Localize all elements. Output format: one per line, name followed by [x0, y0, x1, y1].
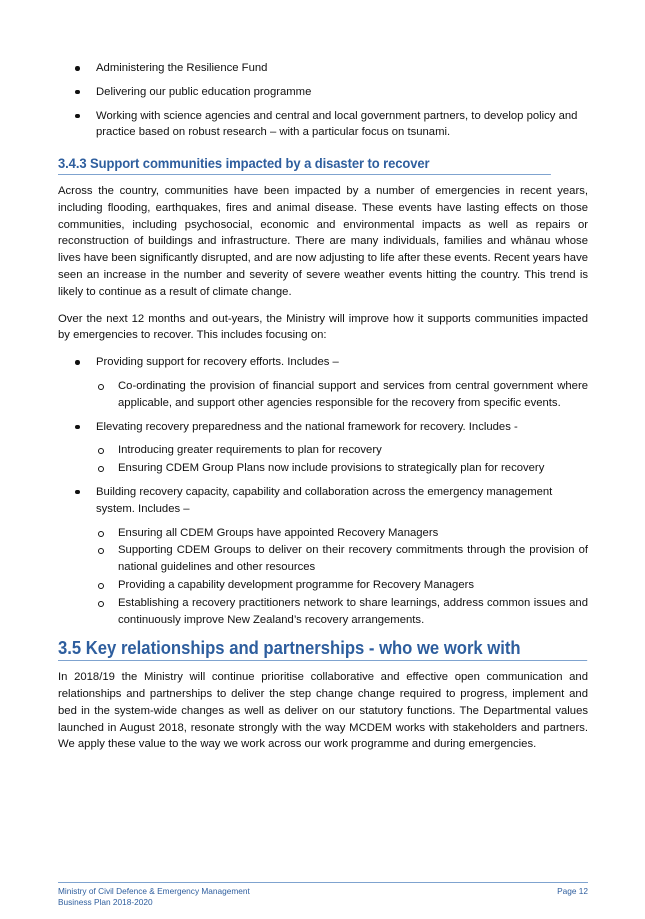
bullet-icon	[75, 66, 80, 71]
bullet-icon	[75, 114, 80, 119]
circle-bullet-icon	[98, 548, 104, 554]
sub-list	[96, 442, 588, 477]
circle-bullet-icon	[98, 583, 104, 589]
section-paragraph: Over the next 12 months and out-years, the Ministry will improve how it supports communities impacted by emergencies to recover. This includes focusing on:	[58, 312, 588, 342]
bullet-icon	[75, 490, 80, 495]
circle-bullet-icon	[98, 601, 104, 607]
footer-doc-title: Business Plan 2018-2020	[58, 896, 153, 907]
sub-list-item: Establishing a recovery practitioners network to share learnings, address common issues and continuously improve New Zealand’s recovery arrangements.	[96, 595, 588, 629]
sub-list-item: Ensuring all CDEM Groups have appointed Recovery Managers	[96, 525, 588, 542]
section-paragraph: Across the country, communities have been impacted by a number of emergencies in recent years, including flooding, earthquakes, fires and animal disease. These events have lasting effects on those communities, including psychosocial, economic and environmental impacts as well as repairs or reconstruction of buildings and infrastructure. There are many individuals, families and whānau whose lives have been significantly disrupted, and are now adjusting to life after these events. Recent years have seen an increase in the number and severity of severe weather events hitting the country. This trend is likely to continue as a result of climate change.	[58, 184, 589, 298]
bullet-icon	[75, 90, 80, 95]
page-footer	[58, 882, 588, 907]
bullet-icon	[75, 425, 80, 430]
sub-list-item: Introducing greater requirements to plan for recovery	[96, 442, 588, 459]
page-content	[58, 60, 588, 763]
sub-list-item: Providing a capability development programme for Recovery Managers	[96, 577, 588, 594]
sub-list-item: Supporting CDEM Groups to deliver on their recovery commitments through the provision of national guidelines and other resources	[96, 542, 588, 576]
list-item: Elevating recovery preparedness and the national framework for recovery. Includes - Introducing greater requirements to plan for recovery Ensuring CDEM Group Plans now include provisions to strategically plan for recovery	[58, 419, 588, 477]
list-item: Delivering our public education programme	[58, 84, 588, 101]
focus-bullet-list	[58, 354, 588, 628]
list-item: Providing support for recovery efforts. Includes – Co-ordinating the provision of financial support and services from central government where applicable, and support other agencies responsible for the recovery from specific events.	[58, 354, 588, 411]
section-heading-3-4-3: 3.4.3 Support communities impacted by a disaster to recover	[58, 155, 551, 175]
circle-bullet-icon	[98, 466, 104, 472]
sub-list	[96, 525, 588, 629]
circle-bullet-icon	[98, 531, 104, 537]
top-bullet-list	[58, 60, 588, 141]
bullet-icon	[75, 360, 80, 365]
sub-list	[96, 378, 588, 412]
list-item: Building recovery capacity, capability and collaboration across the emergency management system. Includes – Ensuring all CDEM Groups have appointed Recovery Managers Supporting CDEM Groups to deliver on their recovery commitments through the provision of national guidelines and other resources Providing a capability development programme for Recovery Managers Establishing a recovery practitioners network to share learnings, address common issues and continuously improve New Zealand’s recovery arrangements.	[58, 484, 588, 628]
sub-list-item: Ensuring CDEM Group Plans now include provisions to strategically plan for recovery	[96, 460, 588, 477]
list-item: Administering the Resilience Fund	[58, 60, 588, 77]
section-paragraph: In 2018/19 the Ministry will continue prioritise collaborative and effective open communication and relationships and partnerships to deliver the step change change required to progress, implement and bed in the system-wide changes as well as deliver on our statutory functions. The Departmental values launched in August 2018, resonate strongly with the way MCDEM works with stakeholders and partners. We apply these value to the way we work across our work programme and during emergencies.	[58, 671, 588, 751]
section-heading-3-5: 3.5 Key relationships and partnerships - who we work with	[58, 640, 587, 661]
circle-bullet-icon	[98, 448, 104, 454]
page-number: Page 12	[557, 886, 588, 896]
footer-org: Ministry of Civil Defence & Emergency Management	[58, 886, 250, 896]
sub-list-item: Co-ordinating the provision of financial support and services from central government where applicable, and support other agencies responsible for the recovery from specific events.	[96, 378, 588, 412]
list-item: Working with science agencies and central and local government partners, to develop policy and practice based on robust research – with a particular focus on tsunami.	[58, 108, 588, 142]
circle-bullet-icon	[98, 384, 104, 390]
